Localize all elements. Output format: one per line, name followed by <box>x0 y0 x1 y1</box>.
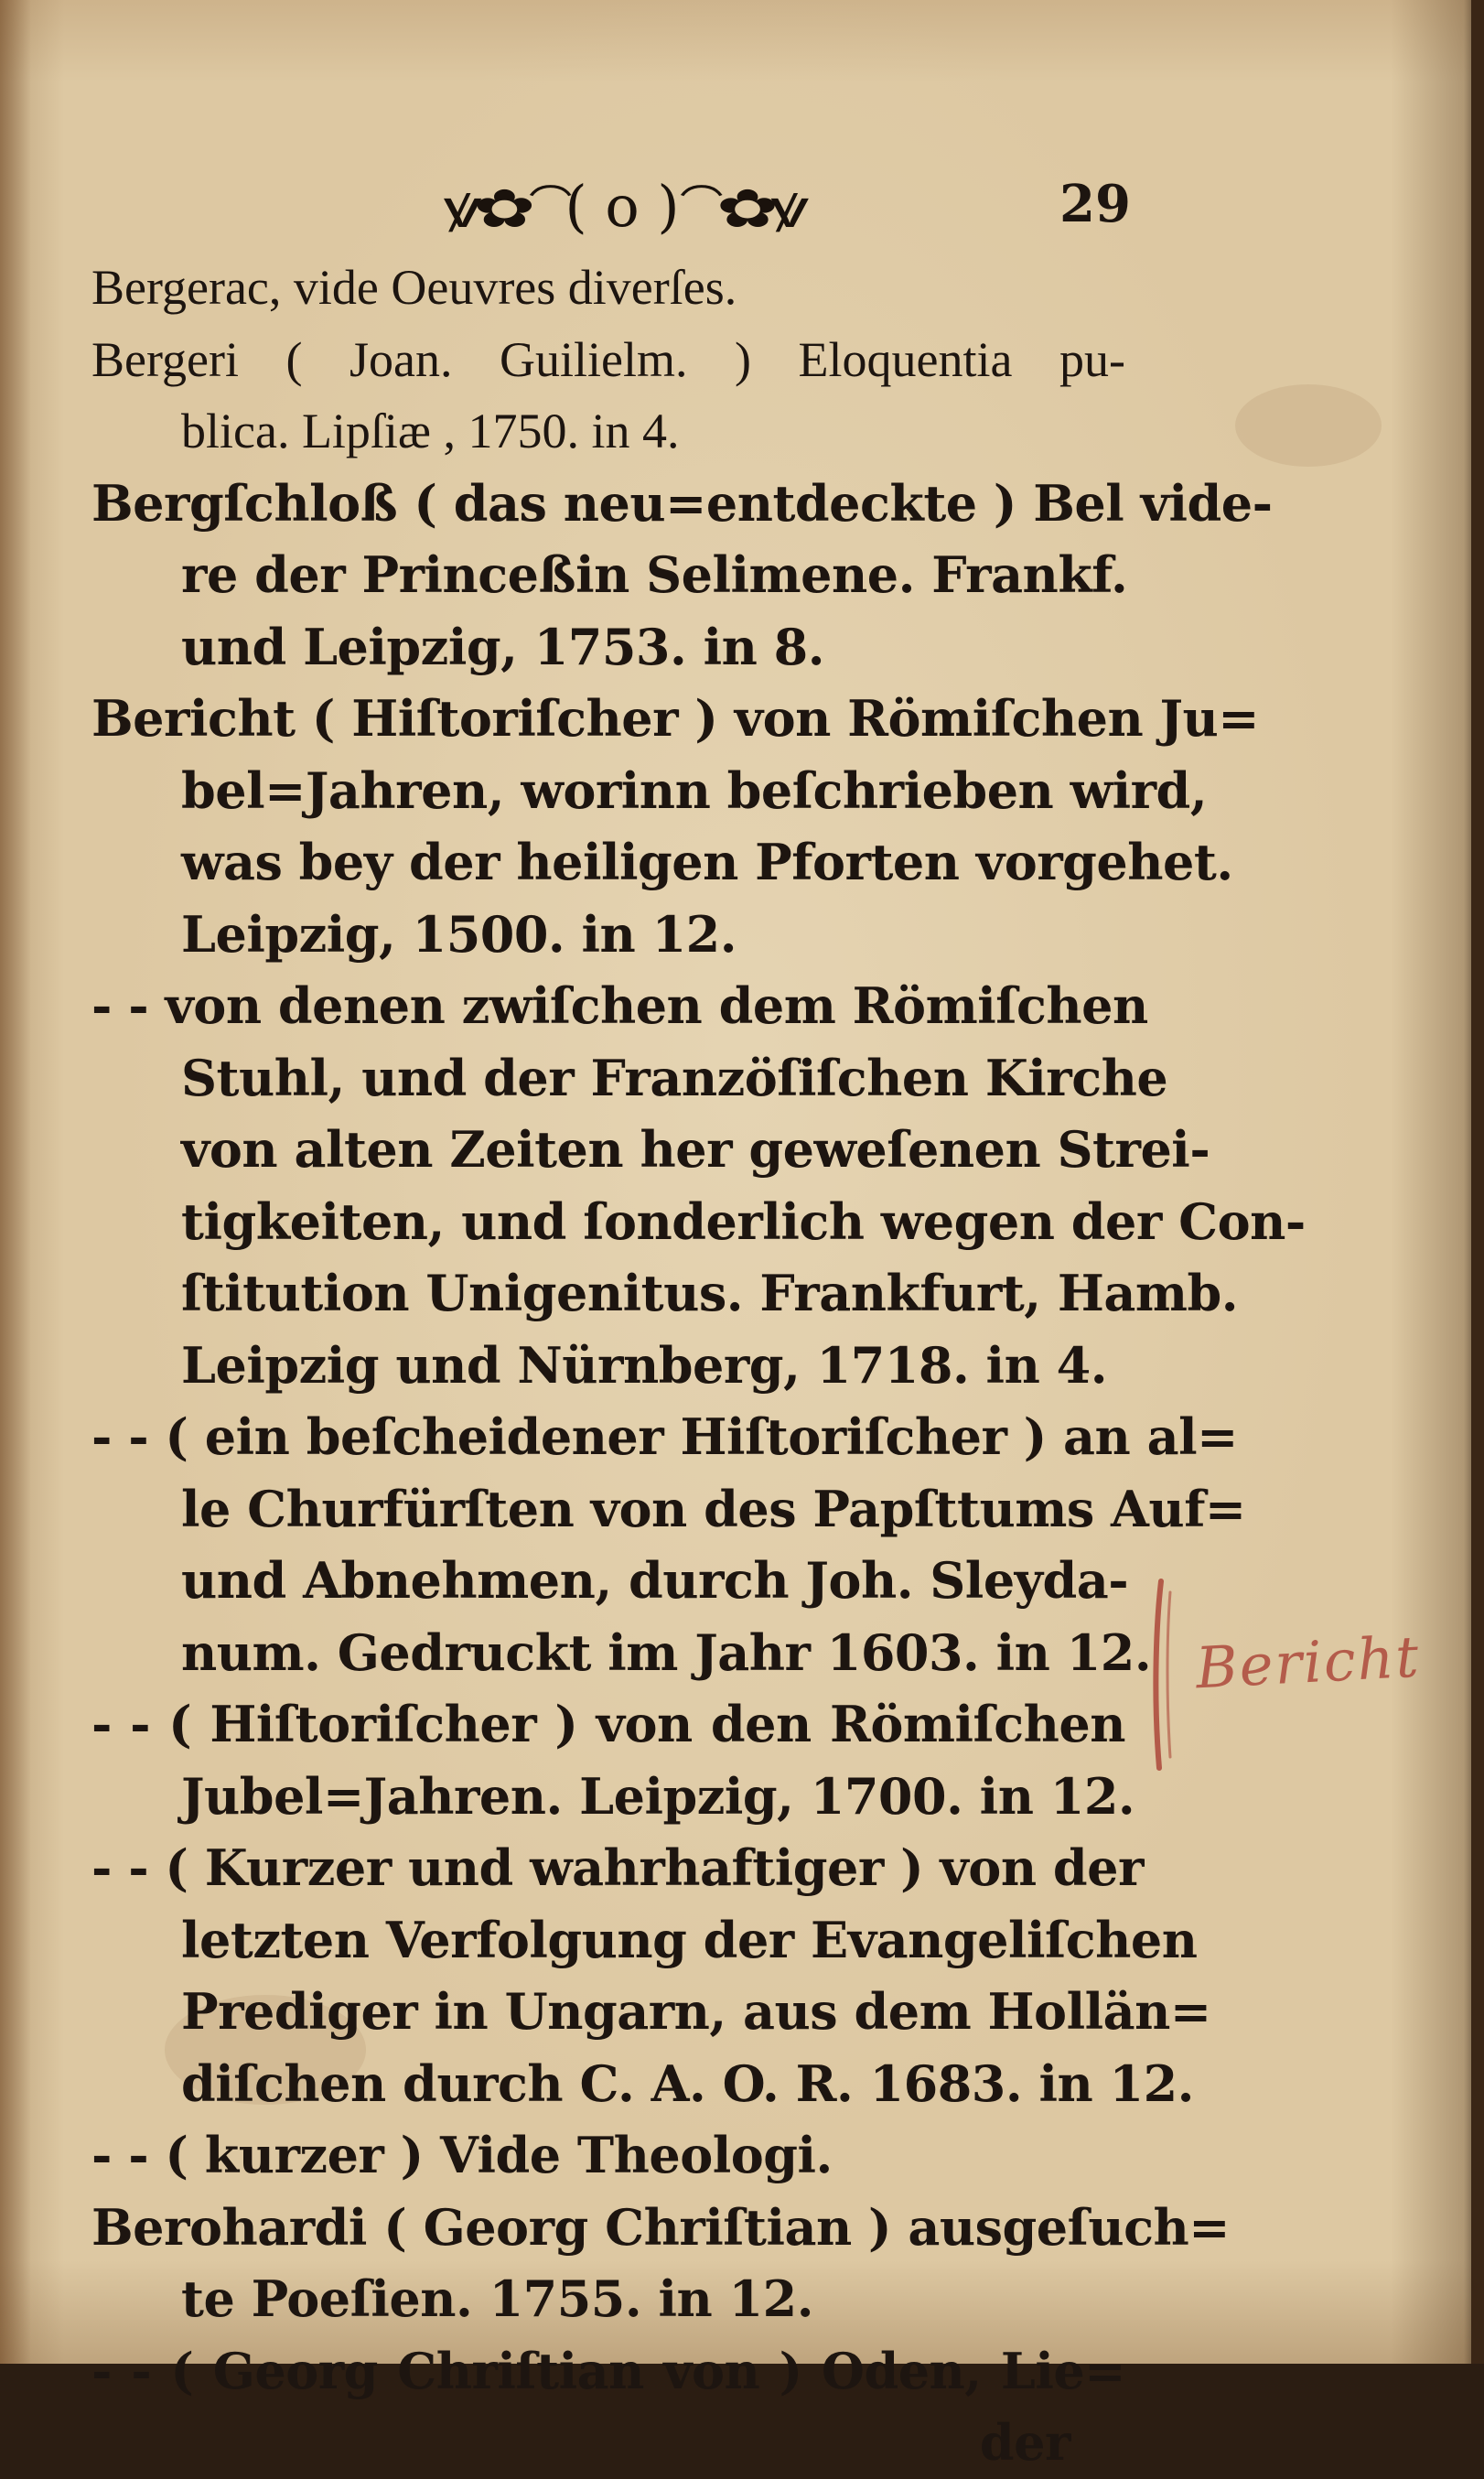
text-line: und Abnehmen, durch Joh. Sleyda- <box>181 1551 1129 1610</box>
text-line: - - ( Georg Chriſtian von ) Oden, Lie= <box>91 2341 1125 2400</box>
text-line: ſtitution Unigenitus. Frankfurt, Hamb. <box>181 1264 1239 1322</box>
left-ornament-icon: ꝟ✿⁀ <box>444 177 566 240</box>
right-ornament-icon: ⁀✿ꝟ <box>678 177 801 240</box>
running-header <box>384 165 860 247</box>
text-line: - - von denen zwiſchen dem Römiſchen <box>91 976 1148 1035</box>
catalog-entries <box>91 252 1306 2479</box>
handwritten-annotation <box>1148 1565 1478 1784</box>
text-line: re der Princeßin Selimene. Frankf. <box>181 545 1128 604</box>
text-line: Bergerac, vide Oeuvres diverſes. <box>91 260 737 315</box>
text-line: letzten Verfolgung der Evangeliſchen <box>181 1910 1198 1969</box>
text-line: Stuhl, und der Franzöſiſchen Kirche <box>181 1048 1168 1107</box>
text-line: num. Gedruckt im Jahr 1603. in 12. <box>181 1622 1152 1682</box>
text-line: - - ( Hiſtoriſcher ) von den Römiſchen <box>91 1695 1125 1753</box>
text-line: diſchen durch C. A. O. R. 1683. in 12. <box>181 2053 1194 2113</box>
text-line: und Leipzig, 1753. in 8. <box>181 617 825 676</box>
gutter-shadow <box>0 0 31 2364</box>
text-line: Bergeri ( Joan. Guilielm. ) Eloquentia pu- <box>91 331 1125 387</box>
page-edge <box>1471 0 1484 2364</box>
text-line: von alten Zeiten her geweſenen Strei- <box>181 1120 1210 1179</box>
text-line: - - ( ein beſcheidener Hiſtoriſcher ) an al= <box>91 1407 1238 1466</box>
text-line: - - ( Kurzer und wahrhaftiger ) von der <box>91 1838 1144 1897</box>
text-line: blica. Lipſiæ , 1750. in 4. <box>181 404 680 458</box>
catchword: der <box>979 2413 1070 2472</box>
text-line: Bergſchloß ( das neu=entdeckte ) Bel vide- <box>91 473 1273 533</box>
text-line: Prediger in Ungarn, aus dem Hollän= <box>181 1982 1211 2041</box>
text-line: Leipzig, 1500. in 12. <box>181 904 737 964</box>
text-line: was bey der heiligen Pforten vorgehet. <box>181 833 1233 891</box>
text-line: le Churfürſten von des Papſttums Auf= <box>181 1479 1246 1538</box>
text-line: tigkeiten, und ſonderlich wegen der Con- <box>181 1191 1306 1251</box>
text-line: - - ( kurzer ) Vide Theologi. <box>91 2126 833 2184</box>
annotation-text: Bericht <box>1194 1622 1423 1702</box>
text-line: Jubel=Jahren. Leipzig, 1700. in 12. <box>181 1766 1135 1826</box>
paper-stain <box>1235 384 1382 467</box>
text-line: bel=Jahren, worinn beſchrieben wird, <box>181 760 1208 820</box>
text-line: te Poeſien. 1755. in 12. <box>181 2269 814 2328</box>
header-signature: ( o ) <box>565 172 680 240</box>
text-line: Leipzig und Nürnberg, 1718. in 4. <box>181 1335 1108 1395</box>
text-line: Bericht ( Hiſtoriſcher ) von Römiſchen Ju= <box>91 689 1260 748</box>
page-number: 29 <box>1059 174 1131 234</box>
text-line: Berohardi ( Georg Chriſtian ) ausgeſuch= <box>91 2197 1231 2257</box>
